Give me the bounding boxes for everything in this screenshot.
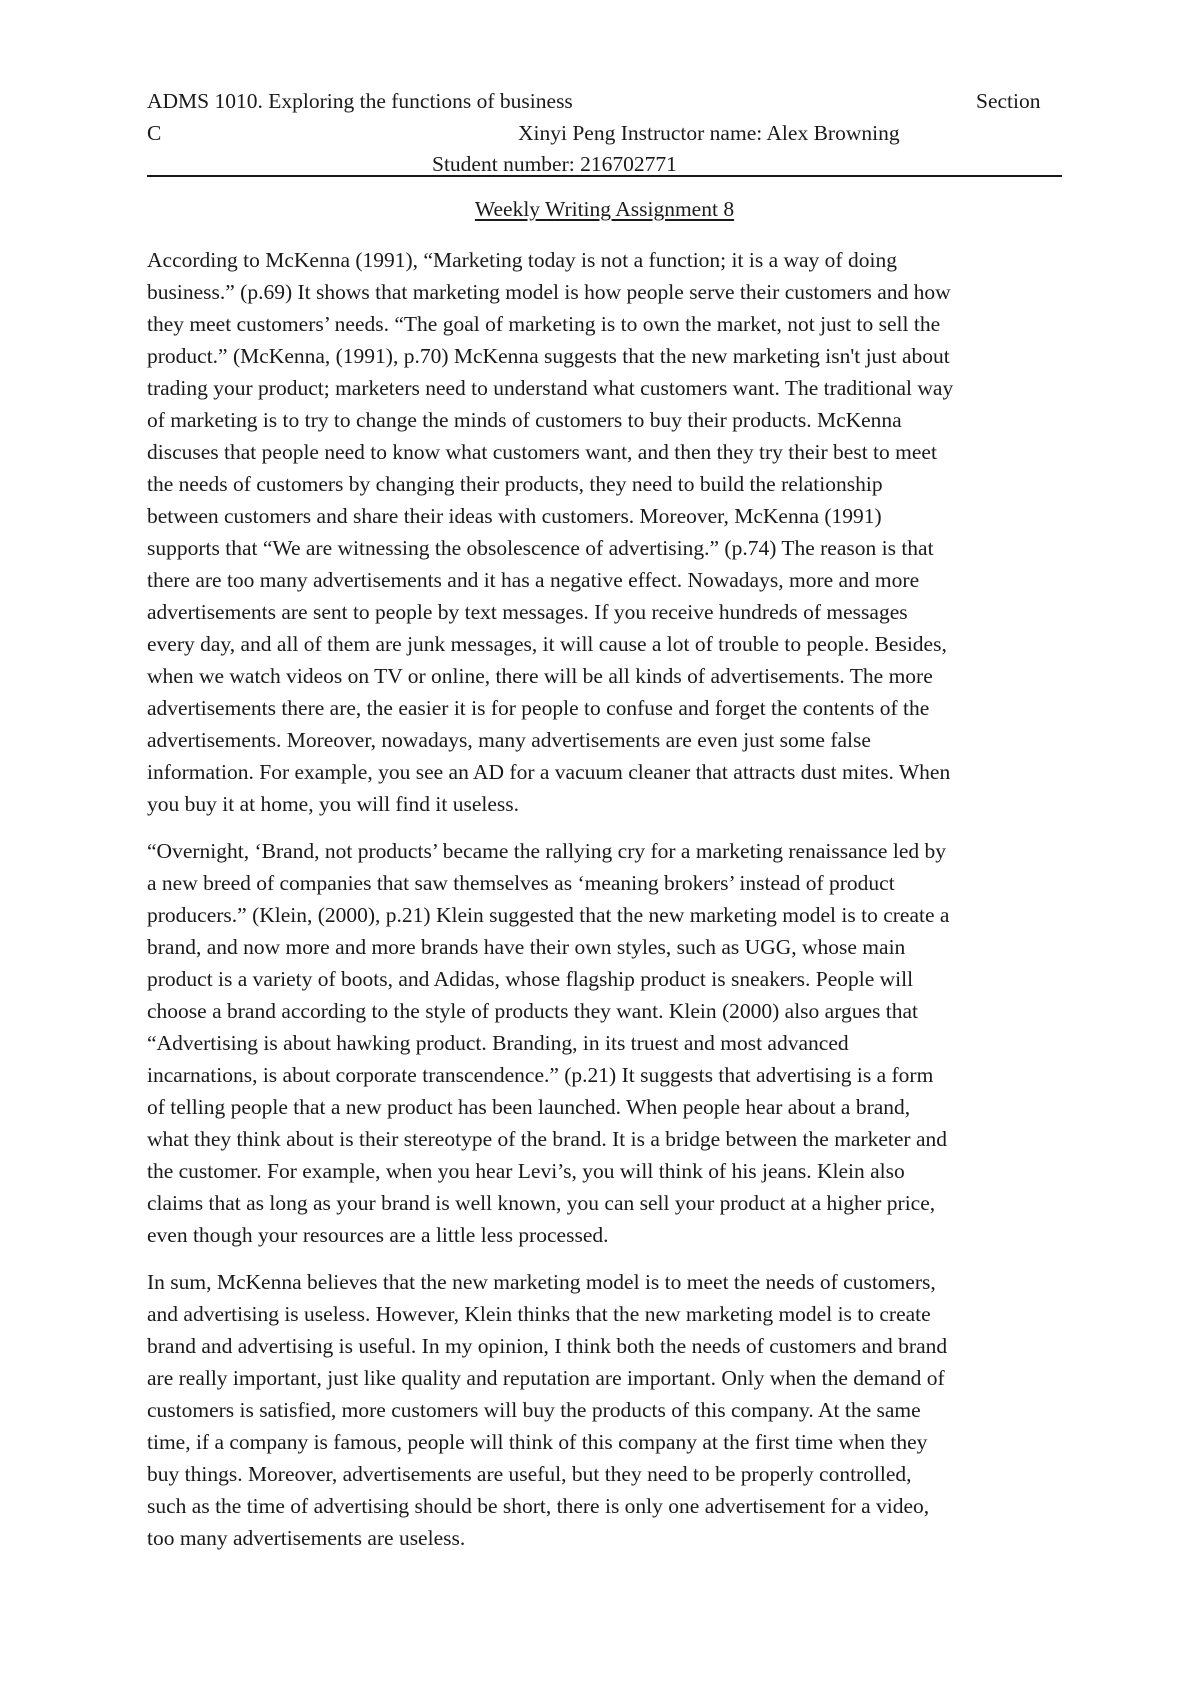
text-line: buy things. Moreover, advertisements are useful, but they need to be properly controlled, [147,1462,912,1486]
assignment-title: Weekly Writing Assignment 8 [474,197,735,221]
text-line: and advertising is useless. However, Klein thinks that the new marketing model is to create [147,1302,931,1326]
student-number: Student number: 216702771 [432,152,677,176]
text-line: the needs of customers by changing their products, they need to build the relationship [147,472,883,496]
paragraph [147,835,1062,1251]
text-line: product.” (McKenna, (1991), p.70) McKenna suggests that the new marketing isn't just about [147,344,950,368]
course-title: ADMS 1010. Exploring the functions of business [147,89,573,113]
text-line: when we watch videos on TV or online, there will be all kinds of advertisements. The more [147,664,933,688]
text-line: every day, and all of them are junk messages, it will cause a lot of trouble to people. Besides, [147,632,947,656]
text-line: advertisements are sent to people by text messages. If you receive hundreds of messages [147,600,908,624]
text-line: information. For example, you see an AD for a vacuum cleaner that attracts dust mites. When [147,760,951,784]
assignment-title-wrap [147,194,1062,224]
document-body [147,244,1062,1569]
text-line: product is a variety of boots, and Adidas, whose flagship product is sneakers. People will [147,967,914,991]
text-line: incarnations, is about corporate transcendence.” (p.21) It suggests that advertising is a form [147,1063,934,1087]
text-line: In sum, McKenna believes that the new marketing model is to meet the needs of customers, [147,1270,936,1294]
text-line: the customer. For example, when you hear Levi’s, you will think of his jeans. Klein also [147,1159,905,1183]
paragraph [147,1266,1062,1554]
text-line: advertisements. Moreover, nowadays, many advertisements are even just some false [147,728,871,752]
paragraph [147,244,1062,820]
text-line: trading your product; marketers need to understand what customers want. The traditional way [147,376,954,400]
section-label: Section [976,89,1041,113]
text-line: “Advertising is about hawking product. Branding, in its truest and most advanced [147,1031,849,1055]
text-line: such as the time of advertising should be short, there is only one advertisement for a video, [147,1494,930,1518]
student-instructor-names: Xinyi Peng Instructor name: Alex Browning [518,121,900,145]
text-line: are really important, just like quality and reputation are important. Only when the demand of [147,1366,945,1390]
text-line: a new breed of companies that saw themselves as ‘meaning brokers’ instead of product [147,871,895,895]
text-line: brand, and now more and more brands have their own styles, such as UGG, whose main [147,935,906,959]
text-line: they meet customers’ needs. “The goal of marketing is to own the market, not just to sell the [147,312,941,336]
text-line: of marketing is to try to change the minds of customers to buy their products. McKenna [147,408,902,432]
text-line: too many advertisements are useless. [147,1526,466,1550]
text-line: discuses that people need to know what customers want, and then they try their best to meet [147,440,937,464]
text-line: According to McKenna (1991), “Marketing today is not a function; it is a way of doing [147,248,897,272]
text-line: choose a brand according to the style of products they want. Klein (2000) also argues that [147,999,918,1023]
text-line: business.” (p.69) It shows that marketing model is how people serve their customers and how [147,280,951,304]
section-letter: C [147,121,162,145]
text-line: what they think about is their stereotype of the brand. It is a bridge between the marketer and [147,1127,948,1151]
text-line: between customers and share their ideas with customers. Moreover, McKenna (1991) [147,504,882,528]
text-line: there are too many advertisements and it has a negative effect. Nowadays, more and more [147,568,920,592]
text-line: of telling people that a new product has been launched. When people hear about a brand, [147,1095,911,1119]
text-line: advertisements there are, the easier it is for people to confuse and forget the contents of the [147,696,930,720]
text-line: “Overnight, ‘Brand, not products’ became the rallying cry for a marketing renaissance led by [147,839,946,863]
text-line: producers.” (Klein, (2000), p.21) Klein suggested that the new marketing model is to create a [147,903,950,927]
text-line: even though your resources are a little less processed. [147,1223,609,1247]
text-line: you buy it at home, you will find it useless. [147,792,520,816]
text-line: time, if a company is famous, people will think of this company at the first time when they [147,1430,928,1454]
text-line: supports that “We are witnessing the obsolescence of advertising.” (p.74) The reason is that [147,536,934,560]
text-line: customers is satisfied, more customers will buy the products of this company. At the same [147,1398,921,1422]
header-divider [147,175,1062,177]
text-line: brand and advertising is useful. In my opinion, I think both the needs of customers and brand [147,1334,948,1358]
text-line: claims that as long as your brand is well known, you can sell your product at a higher price, [147,1191,936,1215]
